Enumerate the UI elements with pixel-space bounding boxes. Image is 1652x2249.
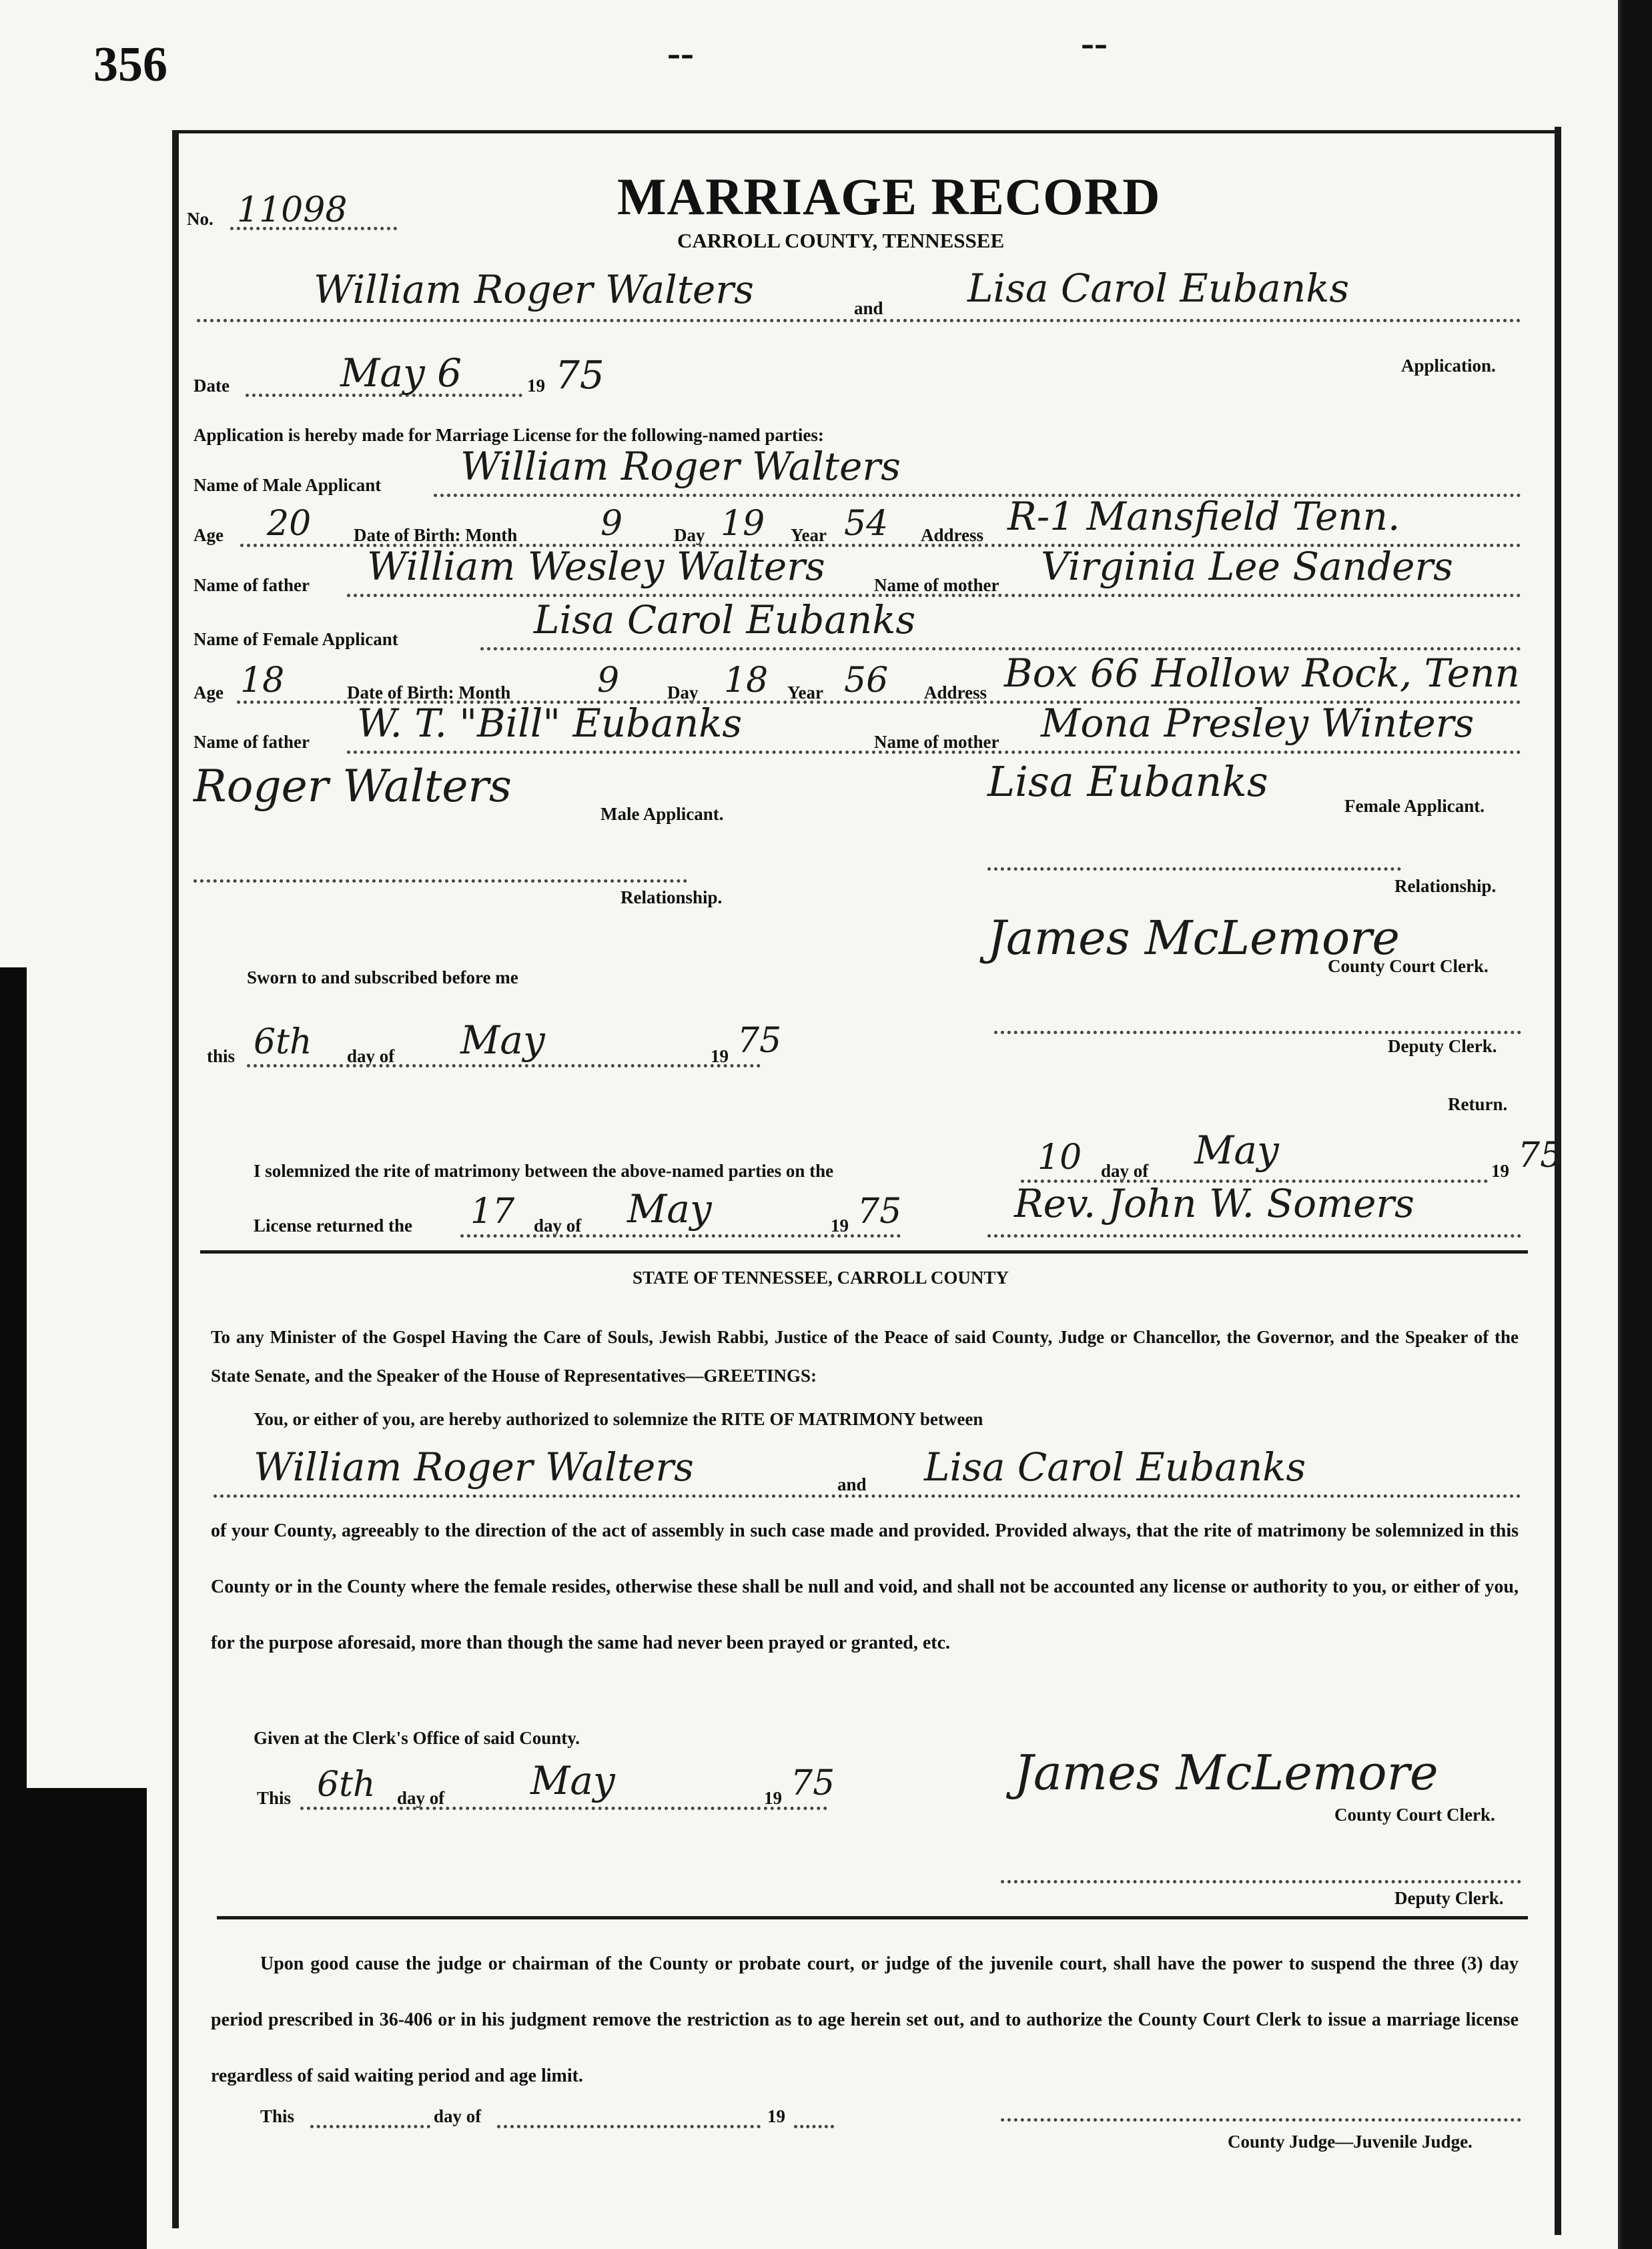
license-deputy-clerk-label: Deputy Clerk. <box>1394 1888 1504 1908</box>
footer-year-line <box>794 2125 834 2128</box>
female-day: 18 <box>724 660 769 701</box>
bride-name: Lisa Carol Eubanks <box>967 266 1350 311</box>
sworn-day-of-label: day of <box>347 1046 395 1066</box>
application-year: 75 <box>555 352 604 398</box>
female-age: 18 <box>240 660 285 701</box>
license-and-label: and <box>837 1474 867 1494</box>
female-year: 56 <box>844 660 889 701</box>
header-mark: -- <box>1081 21 1108 65</box>
solemnized-year-prefix: 19 <box>1491 1161 1509 1181</box>
female-mother: Mona Presley Winters <box>1041 701 1475 746</box>
female-address-label: Address <box>924 683 987 703</box>
form-border-top <box>172 130 1561 133</box>
given-label: Given at the Clerk's Office of said County. <box>254 1728 580 1748</box>
male-mother: Virginia Lee Sanders <box>1041 544 1453 589</box>
scan-tab-left <box>0 1788 147 2249</box>
returned-year-prefix: 19 <box>831 1216 849 1236</box>
record-number-label: No. <box>187 209 214 229</box>
male-day-label: Day <box>674 525 705 545</box>
given-day-of-label: day of <box>397 1788 445 1808</box>
female-dob-label: Date of Birth: Month <box>347 683 511 703</box>
returned-month: May <box>627 1186 712 1232</box>
section-divider <box>200 1250 1528 1254</box>
male-address: R-1 Mansfield Tenn. <box>1007 494 1400 539</box>
given-year: 75 <box>791 1763 835 1803</box>
male-relationship-line <box>193 879 687 883</box>
names-line <box>197 319 1521 322</box>
application-intro: Application is hereby made for Marriage License for the following-named parties: <box>193 425 824 445</box>
judge-label: County Judge—Juvenile Judge. <box>1228 2132 1473 2152</box>
clerk-signature: James McLemore <box>987 911 1400 965</box>
form-border-left <box>172 133 179 2228</box>
license-authorize: You, or either of you, are hereby authorized to solemnize the RITE OF MATRIMONY between <box>254 1409 983 1429</box>
given-this-label: This <box>257 1788 292 1808</box>
page-title: MARRIAGE RECORD <box>617 167 1161 226</box>
female-signature: Lisa Eubanks <box>987 757 1268 806</box>
license-names-line <box>214 1494 1521 1498</box>
female-address: Box 66 Hollow Rock, Tenn <box>1004 650 1520 696</box>
female-relationship-label: Relationship. <box>1394 876 1497 896</box>
female-father: W. T. "Bill" Eubanks <box>357 701 743 746</box>
license-body: of your County, agreeably to the direction of the act of assembly in such case made and provided. Provided always, that the rite of matrimony be solemnized in this County or in the County where the female resides, otherwise these shall be null and void, and shall not be accounted any license or authority to you, or either of you, for the purpose aforesaid, more than though the same had never been prayed or granted, etc. <box>211 1520 1519 1653</box>
female-name: Lisa Carol Eubanks <box>534 597 916 642</box>
returned-label: License returned the <box>254 1216 412 1236</box>
sworn-year: 75 <box>737 1021 782 1061</box>
female-mother-label: Name of mother <box>874 732 999 752</box>
male-address-label: Address <box>921 525 984 545</box>
male-name: William Roger Walters <box>460 444 901 489</box>
county-court-clerk-label: County Court Clerk. <box>1328 956 1489 976</box>
page-number: 356 <box>93 37 167 92</box>
given-date-line <box>300 1807 827 1810</box>
date-label: Date <box>193 376 230 396</box>
and-label: and <box>854 298 883 318</box>
form-border-right <box>1555 127 1561 2235</box>
scan-edge-right <box>1621 0 1652 2249</box>
footer-divider <box>217 1916 1528 1919</box>
female-father-label: Name of father <box>193 732 310 752</box>
given-month: May <box>530 1758 615 1803</box>
solemnized-year: 75 <box>1518 1136 1563 1176</box>
male-year: 54 <box>844 504 889 544</box>
deputy-clerk-line <box>994 1031 1521 1034</box>
returned-day: 17 <box>470 1192 515 1232</box>
sworn-month: May <box>460 1017 545 1063</box>
officiant-signature: Rev. John W. Somers <box>1014 1181 1414 1226</box>
license-groom-name: William Roger Walters <box>254 1444 694 1490</box>
female-relationship-line <box>987 867 1401 871</box>
solemnized-month: May <box>1194 1128 1279 1173</box>
application-label: Application. <box>1401 356 1496 376</box>
license-greeting: To any Minister of the Gospel Having the Care of Souls, Jewish Rabbi, Justice of the Peace of said County, Judge or Chancellor, the Governor, and the Speaker of the State Senate, and the Speaker of the House of Representatives—GREETINGS: <box>211 1327 1519 1386</box>
female-parents-line <box>347 751 1521 754</box>
license-clerk-signature: James McLemore <box>1014 1745 1438 1801</box>
female-name-label: Name of Female Applicant <box>193 629 398 649</box>
male-parents-line <box>347 594 1521 597</box>
sworn-label: Sworn to and subscribed before me <box>247 967 518 987</box>
sworn-day: 6th <box>254 1022 312 1062</box>
deputy-clerk-label: Deputy Clerk. <box>1388 1036 1497 1056</box>
male-dob-label: Date of Birth: Month <box>354 525 518 545</box>
footer-this-label: This <box>260 2106 295 2126</box>
male-day: 19 <box>721 504 765 544</box>
footer-notice: Upon good cause the judge or chairman of the County or probate court, or judge of the juvenile court, shall have the power to suspend the three (3) day period prescribed in 36-406 or in his judgment remove the restriction as to age herein set out, and to authorize the County Court Clerk to issue a marriage license regardless of said waiting period and age limit. <box>211 1953 1519 2086</box>
male-father-label: Name of father <box>193 575 310 595</box>
solemnized-day-of-label: day of <box>1101 1161 1149 1181</box>
judge-line <box>1001 2118 1521 2122</box>
sworn-date-line <box>247 1064 761 1067</box>
license-bride-name: Lisa Carol Eubanks <box>924 1444 1306 1490</box>
record-number-line <box>230 227 397 230</box>
male-relationship-label: Relationship. <box>621 887 723 907</box>
header-mark: -- <box>667 31 694 75</box>
male-name-label: Name of Male Applicant <box>193 475 382 495</box>
application-date: May 6 <box>340 350 462 396</box>
returned-day-of-label: day of <box>534 1216 582 1236</box>
footer-day-of-label: day of <box>434 2106 482 2126</box>
given-day: 6th <box>317 1765 376 1805</box>
female-year-label: Year <box>787 683 823 703</box>
female-day-label: Day <box>667 683 699 703</box>
returned-year: 75 <box>857 1192 902 1232</box>
page-subtitle: CARROLL COUNTY, TENNESSEE <box>677 229 1005 252</box>
male-signature: Roger Walters <box>193 761 512 812</box>
license-deputy-line <box>1001 1880 1521 1883</box>
male-age: 20 <box>267 504 312 544</box>
license-heading: STATE OF TENNESSEE, CARROLL COUNTY <box>633 1268 1009 1288</box>
male-applicant-label: Male Applicant. <box>600 804 724 824</box>
male-year-label: Year <box>791 525 827 545</box>
sworn-this-label: this <box>207 1046 236 1066</box>
male-father: William Wesley Walters <box>367 544 825 589</box>
return-label: Return. <box>1448 1094 1508 1114</box>
male-mother-label: Name of mother <box>874 575 999 595</box>
male-age-label: Age <box>193 525 224 545</box>
female-applicant-label: Female Applicant. <box>1344 796 1485 816</box>
footer-year-prefix: 19 <box>767 2106 785 2126</box>
sworn-year-prefix: 19 <box>711 1046 729 1066</box>
solemnized-label: I solemnized the rite of matrimony between the above-named parties on the <box>254 1161 834 1181</box>
footer-day-line <box>310 2125 430 2128</box>
returned-line <box>460 1234 901 1238</box>
year-prefix: 19 <box>527 376 545 396</box>
license-county-court-clerk-label: County Court Clerk. <box>1334 1805 1495 1825</box>
given-year-prefix: 19 <box>764 1788 782 1808</box>
solemnized-day: 10 <box>1038 1138 1082 1178</box>
female-month: 9 <box>597 660 620 701</box>
footer-month-line <box>497 2125 761 2128</box>
record-number: 11098 <box>237 190 348 230</box>
officiant-line <box>987 1234 1521 1238</box>
groom-name: William Roger Walters <box>314 267 754 312</box>
male-month: 9 <box>600 504 623 544</box>
female-age-label: Age <box>193 683 224 703</box>
